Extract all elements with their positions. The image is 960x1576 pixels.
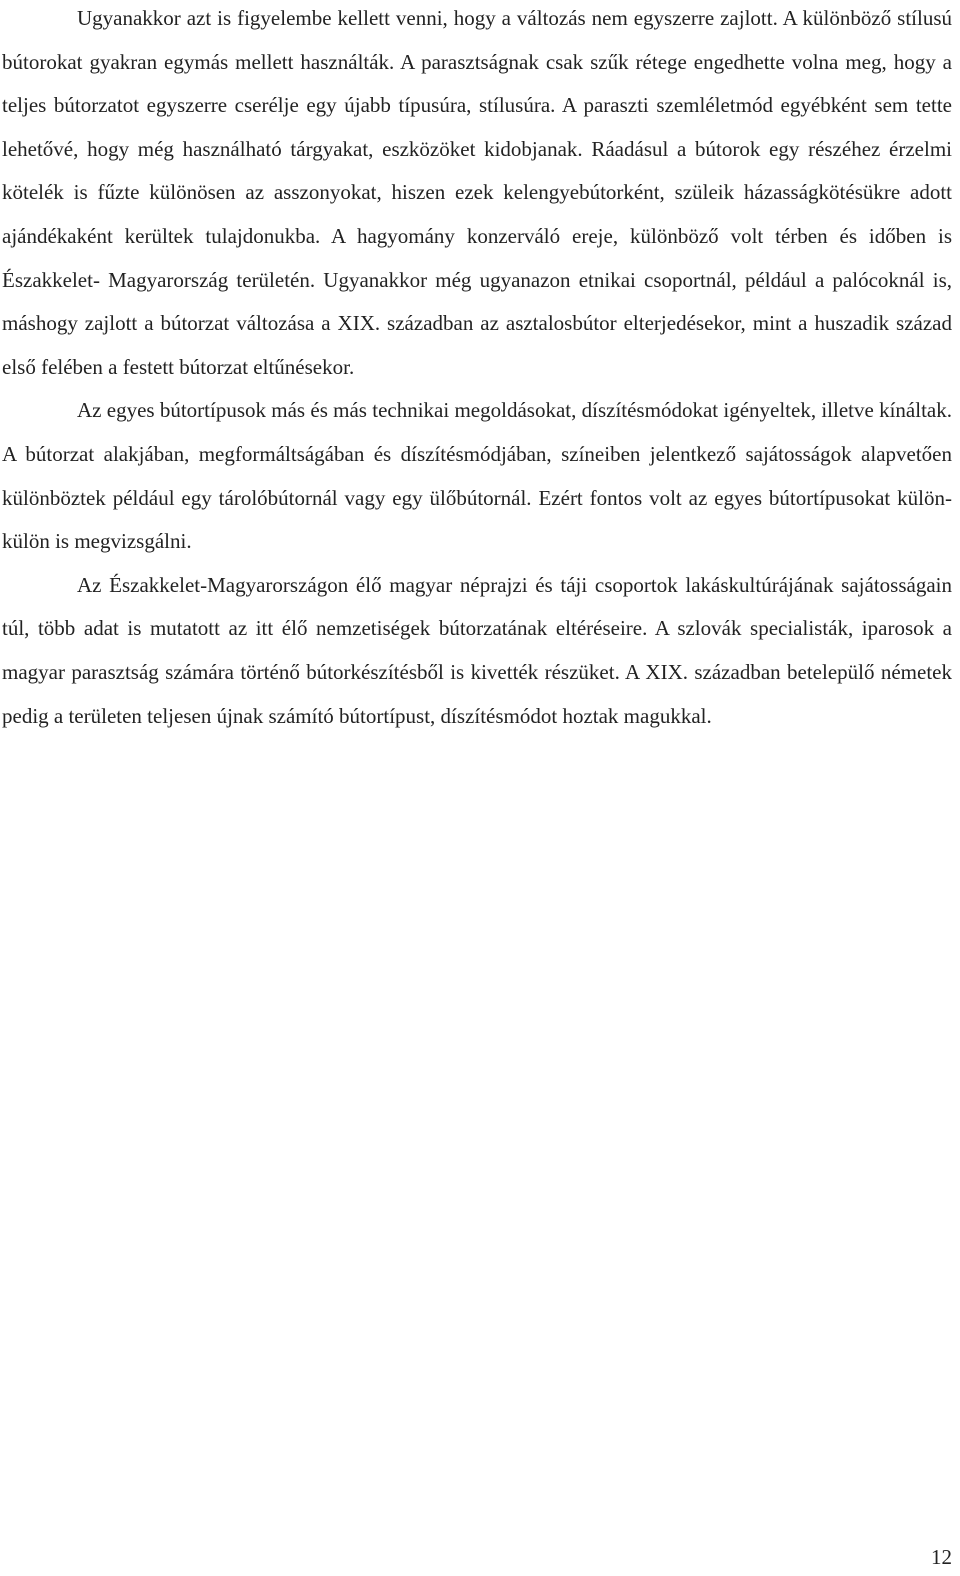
paragraph-3: Az Északkelet-Magyarországon élő magyar néprajzi és táji csoportok lakáskultúrájának sajátosságain túl, több adat is mutatott az itt élő nemzetiségek bútorzatának eltéréseire. A szlovák specialisták, iparosok a magyar parasztság számára történő bútorkészítésből is kivették részüket. A XIX. században betelepülő németek pedig a területen teljesen újnak számító bútortípust, díszítésmódot hoztak magukkal.: [2, 572, 952, 728]
paragraph-2: Az egyes bútortípusok más és más technikai megoldásokat, díszítésmódokat igényeltek, illetve kínáltak. A bútorzat alakjában, megformáltságában és díszítésmódjában, színeiben jelentkező sajátosságok alapvetően különböztek például egy tárolóbútornál vagy egy ülőbútornál. Ezért fontos volt az egyes bútortípusokat külön-külön is megvizsgálni.: [2, 398, 952, 554]
page-number: 12: [931, 1545, 952, 1569]
document-page: [2, 0, 952, 738]
paragraph-1: Ugyanakkor azt is figyelembe kellett venni, hogy a változás nem egyszerre zajlott. A különböző stílusú bútorokat gyakran egymás mellett használták. A parasztságnak csak szűk rétege engedhette volna meg, hogy a teljes bútorzatot egyszerre cserélje egy újabb típusúra, stílusúra. A paraszti szemléletmód egyébként sem tette lehetővé, hogy még használható tárgyakat, eszközöket kidobjanak. Ráadásul a bútorok egy részéhez érzelmi kötelék is fűzte különösen az asszonyokat, hiszen ezek kelengyebútorként, szüleik házasságkötésükre adott ajándékaként kerültek tulajdonukba. A hagyomány konzerváló ereje, különböző volt térben és időben is Északkelet- Magyarország területén. Ugyanakkor még ugyanazon etnikai csoportnál, például a palócoknál is, máshogy zajlott a bútorzat változása a XIX. században az asztalosbútor elterjedésekor, mint a huszadik század első felében a festett bútorzat eltűnésekor.: [2, 6, 952, 379]
